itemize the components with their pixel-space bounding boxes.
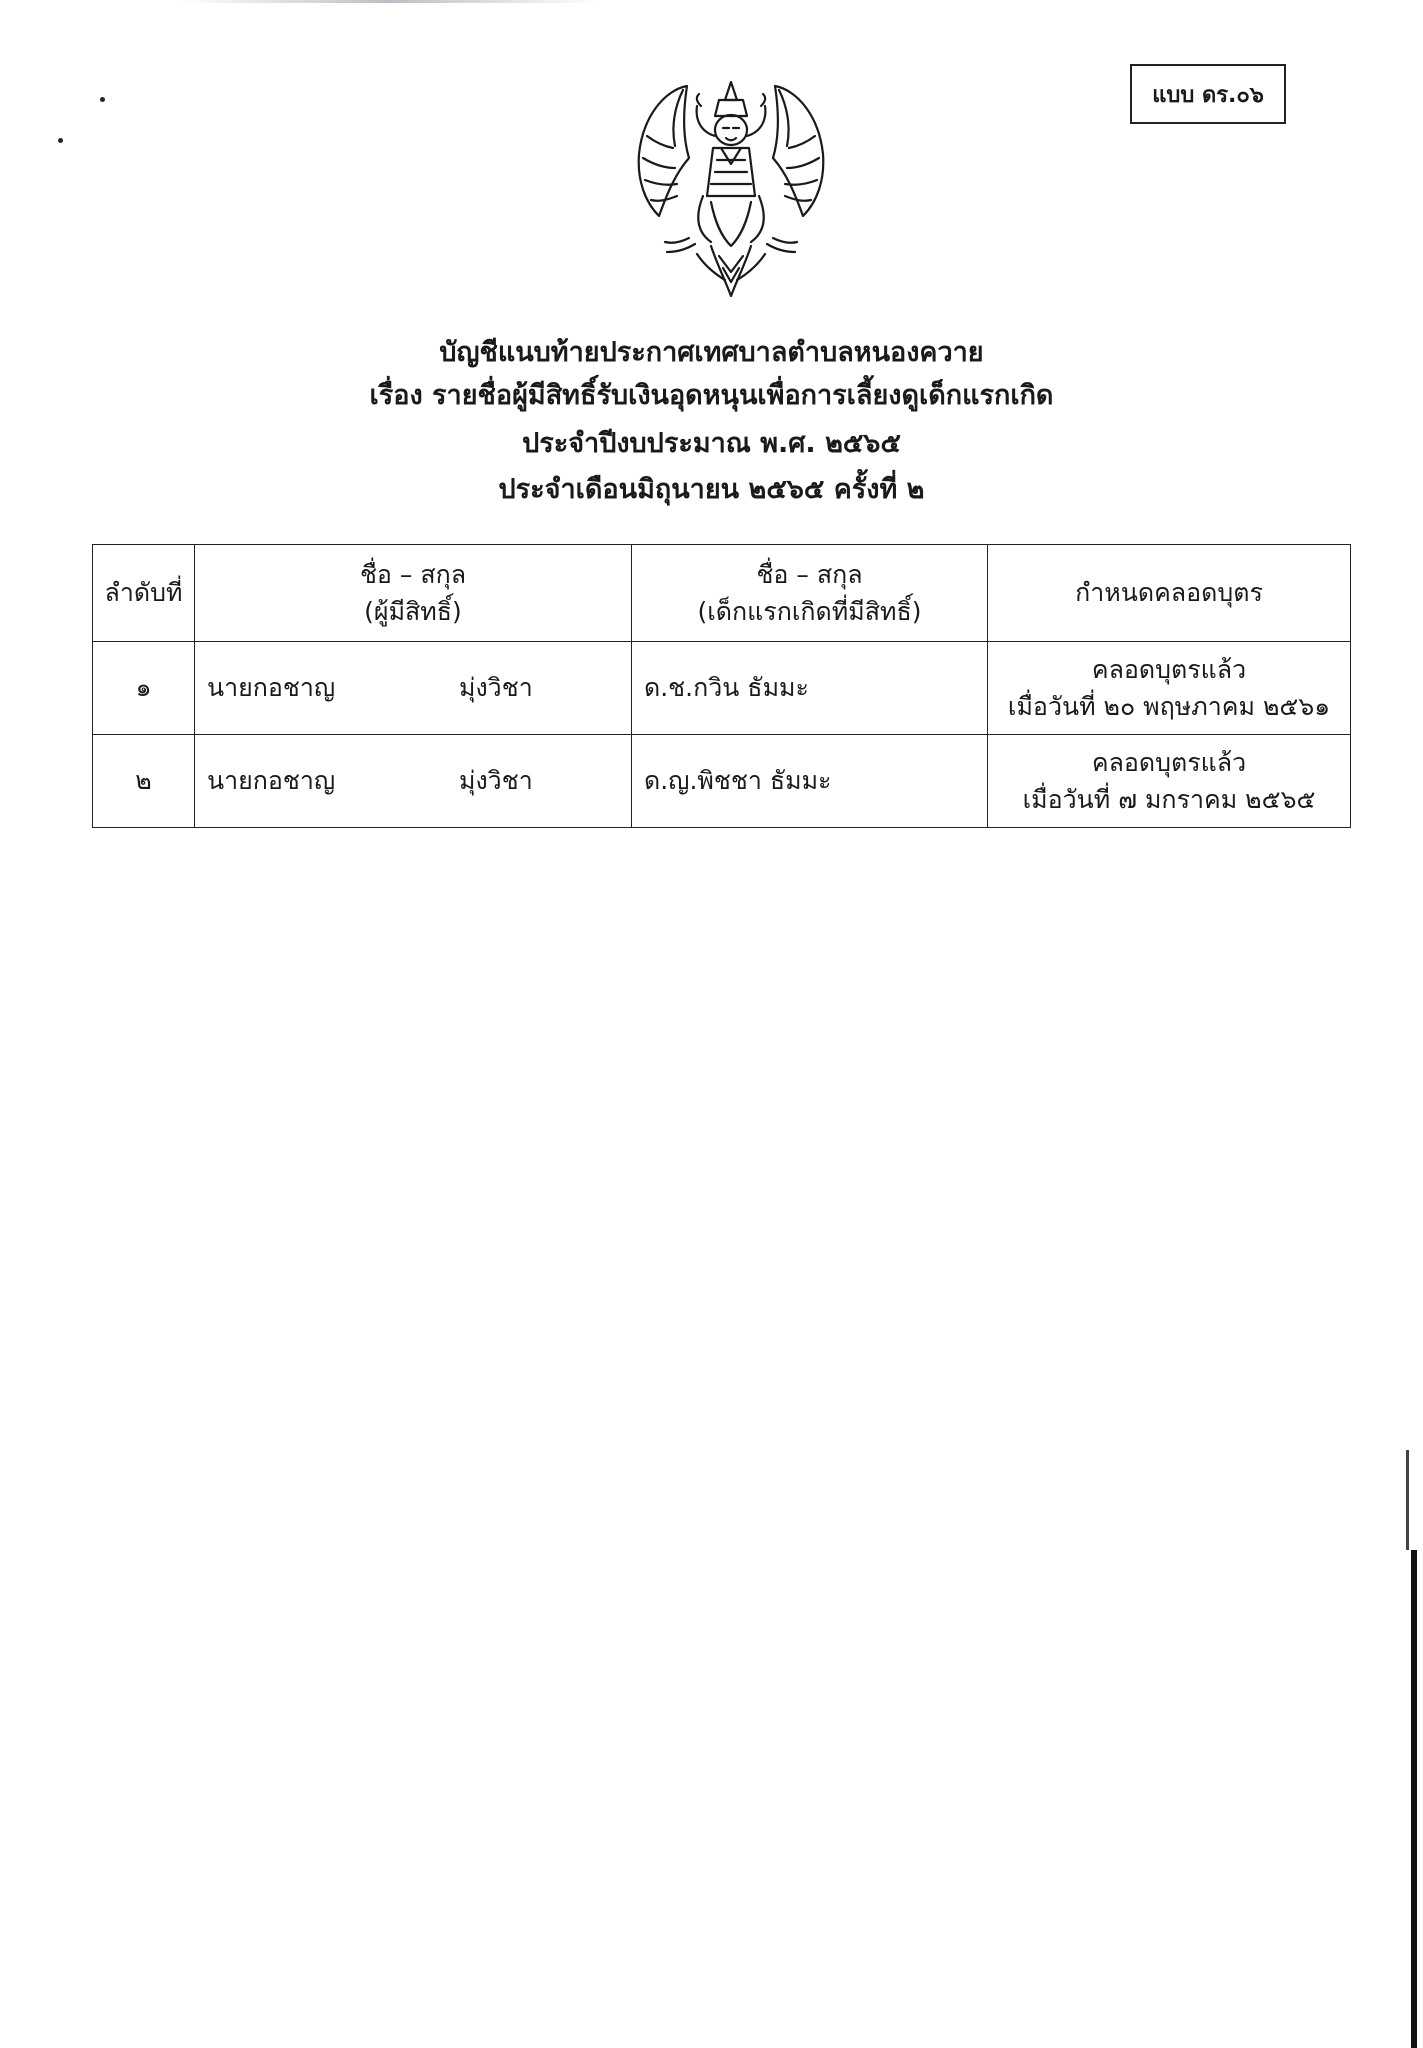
scan-speck: [100, 97, 105, 102]
header-parent-sublabel: (ผู้มีสิทธิ์): [364, 597, 462, 626]
table-header-row: [93, 545, 1351, 642]
header-no-label: ลำดับที่: [104, 578, 183, 608]
due-status: คลอดบุตรแล้ว: [1091, 654, 1247, 684]
parent-first-name: นายกอชาญ: [207, 673, 336, 702]
header-due-label: กำหนดคลอดบุตร: [1075, 578, 1263, 608]
scan-shadow: [180, 0, 600, 3]
cell-no: ๑: [93, 642, 195, 735]
cell-parent: [195, 735, 632, 828]
due-date: เมื่อวันที่ ๗ มกราคม ๒๕๖๕: [1022, 785, 1316, 814]
due-status: คลอดบุตรแล้ว: [1091, 747, 1247, 777]
header-no: [93, 545, 195, 642]
form-code-box: [1130, 64, 1286, 124]
parent-last-name: มุ่งวิชา: [459, 766, 533, 795]
form-code: แบบ ดร.๐๖: [1152, 82, 1264, 108]
cell-due: [988, 735, 1351, 828]
cell-due: [988, 642, 1351, 735]
header-parent: [195, 545, 632, 642]
header-child-sublabel: (เด็กแรกเกิดที่มีสิทธิ์): [697, 597, 922, 626]
cell-no: ๒: [93, 735, 195, 828]
header-due: [988, 545, 1351, 642]
scan-edge: [1411, 1550, 1417, 2048]
cell-parent: [195, 642, 632, 735]
header-parent-label: ชื่อ – สกุล: [359, 559, 467, 589]
due-date: เมื่อวันที่ ๒๐ พฤษภาคม ๒๕๖๑: [1007, 692, 1331, 721]
parent-first-name: นายกอชาญ: [207, 766, 336, 795]
heading-line-2: เรื่อง รายชื่อผู้มีสิทธิ์รับเงินอุดหนุนเพื่อการเลี้ยงดูเด็กแรกเกิด: [369, 380, 1054, 411]
heading-line-3: ประจำปีงบประมาณ พ.ศ. ๒๕๖๕: [522, 428, 901, 459]
cell-child: ด.ช.กวิน ธัมมะ: [632, 642, 988, 735]
heading-line-4: ประจำเดือนมิถุนายน ๒๕๖๕ ครั้งที่ ๒: [498, 474, 925, 505]
parent-last-name: มุ่งวิชา: [459, 673, 533, 702]
scan-edge: [1406, 1450, 1409, 1550]
header-child-label: ชื่อ – สกุล: [756, 559, 863, 589]
garuda-emblem-icon: [625, 76, 837, 302]
cell-child: ด.ญ.พิชชา ธัมมะ: [632, 735, 988, 828]
header-child: [632, 545, 988, 642]
scan-speck: [58, 138, 63, 143]
table-row: [93, 735, 1351, 828]
heading-line-1: บัญชีแนบท้ายประกาศเทศบาลตำบลหนองควาย: [439, 337, 984, 368]
table-row: [93, 642, 1351, 735]
beneficiary-table: [92, 544, 1351, 828]
